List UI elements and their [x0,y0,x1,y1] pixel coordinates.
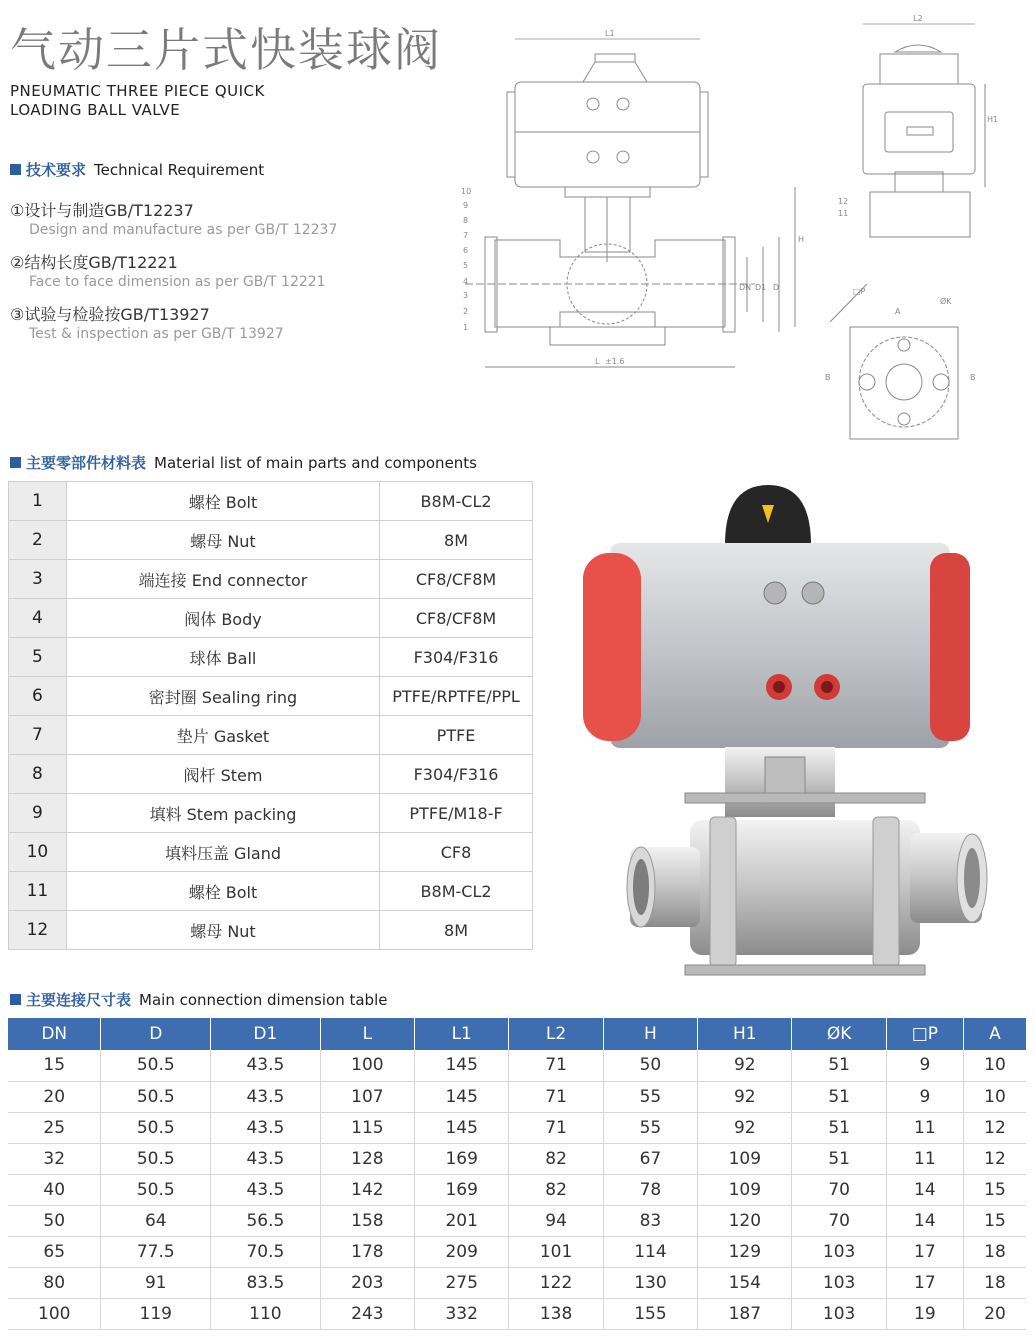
dimension-cell: 65 [8,1236,101,1267]
column-header: DN [8,1018,101,1050]
dimension-cell: 103 [792,1298,886,1329]
part-number: 8 [463,216,469,225]
front-view [461,29,804,367]
dimension-cell: 94 [509,1205,603,1236]
column-header: L2 [509,1018,603,1050]
dimension-cell: 91 [101,1267,211,1298]
dimension-row [8,1081,1026,1112]
dimension-cell: 100 [8,1298,101,1329]
dimension-row [8,1267,1026,1298]
dimension-cell: 51 [792,1143,886,1174]
dimension-cell: 40 [8,1174,101,1205]
dimension-cell: 243 [320,1298,414,1329]
dimension-cell: 15 [963,1205,1026,1236]
part-number: 3 [463,291,469,300]
column-header: D1 [211,1018,321,1050]
dimension-cell: 169 [415,1143,509,1174]
column-header: □P [886,1018,963,1050]
part-number: 2 [463,307,469,316]
subtitle-line-2: LOADING BALL VALVE [10,101,181,119]
dimension-cell: 83 [603,1205,697,1236]
dimension-cell: 78 [603,1174,697,1205]
part-material-cell: F304/F316 [380,755,533,794]
part-name-cell: 螺栓 Bolt [66,872,379,911]
dimension-cell: 138 [509,1298,603,1329]
material-row [9,794,533,833]
dimension-cell: 169 [415,1174,509,1205]
dimension-cell: 12 [963,1112,1026,1143]
dimension-cell: 158 [320,1205,414,1236]
part-name-cell: 阀体 Body [66,599,379,638]
technical-heading-en: Technical Requirement [94,161,265,179]
dimension-cell: 100 [320,1050,414,1081]
dimension-cell: 154 [698,1267,792,1298]
dimension-cell: 55 [603,1081,697,1112]
requirement-en: Test & inspection as per GB/T 13927 [29,326,284,342]
requirement-cn: ③试验与检验按GB/T13927 [10,305,210,324]
dimension-cell: 11 [886,1112,963,1143]
technical-drawing [455,12,1030,442]
label-DN: DN [739,283,752,292]
dimension-cell: 187 [698,1298,792,1329]
part-name-cell: 密封圈 Sealing ring [66,677,379,716]
side-view [838,14,998,237]
part-material-cell: CF8/CF8M [380,560,533,599]
dimension-cell: 43.5 [211,1143,321,1174]
dimension-cell: 50 [8,1205,101,1236]
dimension-cell: 145 [415,1112,509,1143]
dimension-row [8,1112,1026,1143]
dimension-row [8,1236,1026,1267]
part-number: 5 [463,261,469,270]
column-header: H1 [698,1018,792,1050]
product-photo [575,475,1020,1000]
part-name-cell: 垫片 Gasket [66,716,379,755]
part-name-cell: 端连接 End connector [66,560,379,599]
dimension-cell: 110 [211,1298,321,1329]
dimension-cell: 51 [792,1112,886,1143]
dimension-cell: 9 [886,1050,963,1081]
column-header: L [320,1018,414,1050]
material-row [9,833,533,872]
dimension-cell: 128 [320,1143,414,1174]
part-number-cell: 3 [9,560,67,599]
label-L1: L1 [605,29,615,38]
label-P: □P [853,287,866,296]
dimension-row [8,1174,1026,1205]
dimension-cell: 209 [415,1236,509,1267]
dimension-cell: 70 [792,1205,886,1236]
label-H1: H1 [987,115,999,124]
dimension-cell: 43.5 [211,1050,321,1081]
dimension-row [8,1143,1026,1174]
part-number-cell: 4 [9,599,67,638]
requirement-cn: ①设计与制造GB/T12237 [10,201,194,220]
actuator-end-cap-left [583,553,641,741]
requirement-item [10,198,337,238]
dimension-cell: 12 [963,1143,1026,1174]
part-number-cell: 6 [9,677,67,716]
dimension-cell: 130 [603,1267,697,1298]
dimension-cell: 92 [698,1050,792,1081]
dimension-cell: 80 [8,1267,101,1298]
part-number-cell: 1 [9,482,67,521]
dimension-cell: 77.5 [101,1236,211,1267]
dimension-cell: 9 [886,1081,963,1112]
part-number-cell: 10 [9,833,67,872]
dimensions-heading [10,989,387,1010]
dimension-cell: 11 [886,1143,963,1174]
material-row [9,755,533,794]
part-number-cell: 7 [9,716,67,755]
part-name-cell: 螺母 Nut [66,911,379,950]
dimension-cell: 18 [963,1236,1026,1267]
dimension-cell: 50.5 [101,1174,211,1205]
page-subtitle [10,82,265,120]
dimension-cell: 83.5 [211,1267,321,1298]
flange-view [825,284,976,439]
label-B: B [825,373,831,382]
dimension-cell: 70.5 [211,1236,321,1267]
label-A: A [895,307,901,316]
part-name-cell: 球体 Ball [66,638,379,677]
material-table [8,481,533,950]
dimension-cell: 50.5 [101,1050,211,1081]
material-row [9,482,533,521]
dimension-table [8,1018,1026,1330]
dimension-cell: 82 [509,1174,603,1205]
material-row [9,521,533,560]
label-D: D [773,283,780,292]
label-L: L [595,357,600,366]
dimension-cell: 43.5 [211,1112,321,1143]
part-material-cell: PTFE/RPTFE/PPL [380,677,533,716]
part-material-cell: 8M [380,911,533,950]
dimension-cell: 50.5 [101,1112,211,1143]
dimension-cell: 82 [509,1143,603,1174]
materials-heading-en: Material list of main parts and components [154,454,477,472]
dimension-cell: 43.5 [211,1174,321,1205]
dimension-cell: 67 [603,1143,697,1174]
part-material-cell: F304/F316 [380,638,533,677]
dimension-cell: 17 [886,1267,963,1298]
part-number: 9 [463,201,469,210]
actuator-end-cap-right [930,553,970,741]
part-number: 1 [463,323,469,332]
material-row [9,560,533,599]
part-number-cell: 5 [9,638,67,677]
part-number: 7 [463,231,469,240]
part-number-cell: 2 [9,521,67,560]
technical-heading-cn: 技术要求 [26,161,87,179]
part-number-cell: 9 [9,794,67,833]
dimension-cell: 51 [792,1081,886,1112]
dimension-cell: 15 [8,1050,101,1081]
dimension-cell: 71 [509,1112,603,1143]
dimension-cell: 115 [320,1112,414,1143]
dimension-cell: 56.5 [211,1205,321,1236]
label-D1: D1 [755,283,767,292]
dimension-cell: 122 [509,1267,603,1298]
column-header: L1 [415,1018,509,1050]
dimension-cell: 71 [509,1081,603,1112]
requirement-en: Face to face dimension as per GB/T 12221 [29,274,326,290]
column-header: D [101,1018,211,1050]
part-material-cell: PTFE/M18-F [380,794,533,833]
dimension-cell: 101 [509,1236,603,1267]
material-row [9,716,533,755]
dimension-cell: 109 [698,1143,792,1174]
material-row [9,638,533,677]
dimension-cell: 103 [792,1236,886,1267]
part-number: 11 [838,209,849,218]
requirement-en: Design and manufacture as per GB/T 12237 [29,222,338,238]
dimension-cell: 10 [963,1081,1026,1112]
dimension-cell: 103 [792,1267,886,1298]
dimension-cell: 50.5 [101,1143,211,1174]
dimension-cell: 43.5 [211,1081,321,1112]
dimension-cell: 114 [603,1236,697,1267]
column-header: A [963,1018,1026,1050]
dimension-cell: 107 [320,1081,414,1112]
dimension-cell: 201 [415,1205,509,1236]
part-name-cell: 螺母 Nut [66,521,379,560]
material-row [9,599,533,638]
label-L-tolerance: ±1.6 [605,357,625,366]
part-number: 4 [463,277,469,286]
section-marker-icon [10,164,21,175]
dimension-cell: 203 [320,1267,414,1298]
dimension-cell: 145 [415,1050,509,1081]
label-B: B [970,373,976,382]
dimension-cell: 20 [8,1081,101,1112]
dimension-cell: 51 [792,1050,886,1081]
part-material-cell: B8M-CL2 [380,482,533,521]
dimension-cell: 332 [415,1298,509,1329]
dimension-row [8,1298,1026,1329]
part-number: 12 [838,197,849,206]
part-name-cell: 填料压盖 Gland [66,833,379,872]
dimension-cell: 18 [963,1267,1026,1298]
label-H: H [798,235,805,244]
technical-heading [10,159,264,180]
materials-heading [10,452,477,473]
dimension-cell: 32 [8,1143,101,1174]
dimension-cell: 14 [886,1174,963,1205]
dimension-cell: 92 [698,1081,792,1112]
section-marker-icon [10,994,21,1005]
dimension-cell: 50.5 [101,1081,211,1112]
dimension-cell: 275 [415,1267,509,1298]
part-number-cell: 8 [9,755,67,794]
dimension-cell: 10 [963,1050,1026,1081]
dimension-cell: 15 [963,1174,1026,1205]
materials-heading-cn: 主要零部件材料表 [26,454,147,472]
dimensions-heading-cn: 主要连接尺寸表 [26,991,132,1009]
dimension-cell: 109 [698,1174,792,1205]
part-number-cell: 12 [9,911,67,950]
column-header: ØK [792,1018,886,1050]
dimension-cell: 145 [415,1081,509,1112]
part-number: 6 [463,246,469,255]
dimension-cell: 92 [698,1112,792,1143]
part-material-cell: CF8 [380,833,533,872]
part-number-cell: 11 [9,872,67,911]
dimension-cell: 17 [886,1236,963,1267]
section-marker-icon [10,457,21,468]
dimension-cell: 155 [603,1298,697,1329]
dimension-cell: 178 [320,1236,414,1267]
part-material-cell: CF8/CF8M [380,599,533,638]
dimension-cell: 19 [886,1298,963,1329]
label-L2: L2 [913,14,923,23]
material-row [9,677,533,716]
dimension-cell: 71 [509,1050,603,1081]
dimension-row [8,1205,1026,1236]
part-name-cell: 填料 Stem packing [66,794,379,833]
dimension-cell: 20 [963,1298,1026,1329]
dimension-cell: 129 [698,1236,792,1267]
part-name-cell: 阀杆 Stem [66,755,379,794]
page-title: 气动三片式快装球阀 [10,23,442,77]
dimension-cell: 64 [101,1205,211,1236]
dimension-cell: 120 [698,1205,792,1236]
part-material-cell: 8M [380,521,533,560]
part-material-cell: B8M-CL2 [380,872,533,911]
part-number: 10 [461,187,472,196]
dimensions-heading-en: Main connection dimension table [139,991,388,1009]
actuator-body [610,543,950,748]
requirement-item [10,302,284,342]
dimension-cell: 25 [8,1112,101,1143]
subtitle-line-1: PNEUMATIC THREE PIECE QUICK [10,82,265,100]
requirement-cn: ②结构长度GB/T12221 [10,253,178,272]
dimension-cell: 142 [320,1174,414,1205]
dimension-cell: 119 [101,1298,211,1329]
dimension-cell: 70 [792,1174,886,1205]
dimension-cell: 14 [886,1205,963,1236]
column-header: H [603,1018,697,1050]
material-row [9,872,533,911]
part-name-cell: 螺栓 Bolt [66,482,379,521]
dimension-row [8,1050,1026,1081]
dimension-cell: 55 [603,1112,697,1143]
material-row [9,911,533,950]
part-material-cell: PTFE [380,716,533,755]
requirement-item [10,250,326,290]
dimension-cell: 50 [603,1050,697,1081]
label-K: ØK [940,297,952,306]
